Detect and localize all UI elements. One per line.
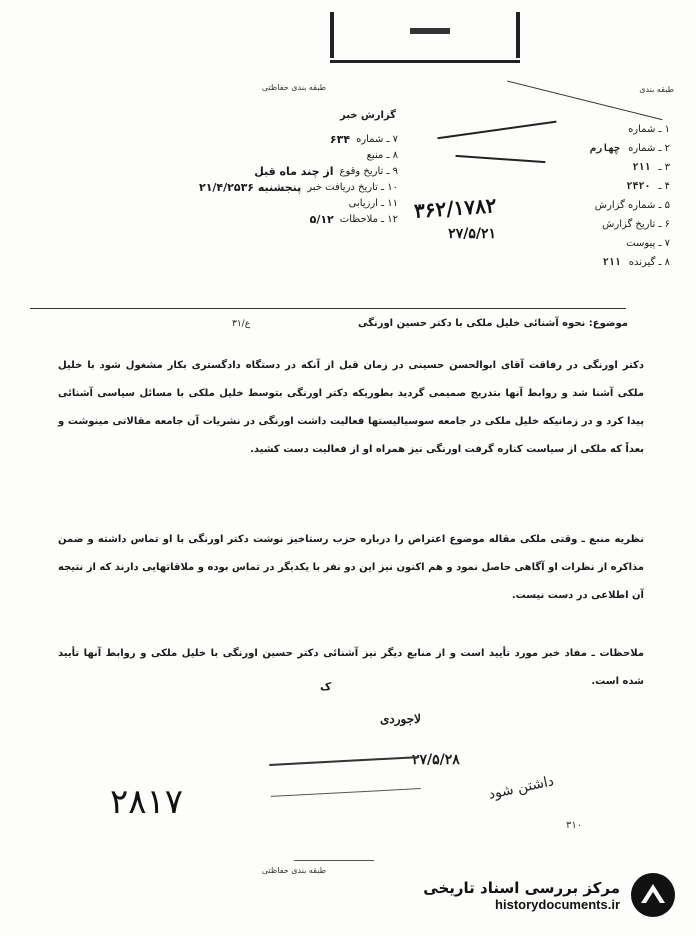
subject-line: موضوع: نحوه آشنائی خلیل ملکی با دکتر حسین اورنگی [358,318,628,329]
meta-row: ۵ ـ شماره گزارش [594,200,670,211]
meta-row: ۱۰ ـ تاریخ دریافت خبر پنجشنبه ۲۱/۴/۲۵۳۶ [198,181,398,194]
meta-row: ۸ ـ گیرنده ۲۱۱ [602,257,670,268]
meta-row: ۸ ـ منبع [366,150,398,161]
meta-row: ۱۲ ـ ملاحظات ۵/۱۲ [309,213,398,226]
right-classification: طبقه بندی [639,85,674,94]
bottom-classification: طبقه بندی حفاظتی [261,866,326,875]
meta-row: ۹ ـ تاریخ وقوع از چند ماه قبل [254,165,398,178]
top-classification: طبقه بندی حفاظتی [261,83,326,92]
report-title: گزارش خبر [339,110,396,121]
watermark [423,870,678,920]
meta-row: ۷ ـ پیوست [626,238,670,249]
watermark-url: historydocuments.ir [495,896,620,912]
body-paragraph-1: دکتر اورنگی در رفاقت آقای ابوالحسن حسینی در زمان قبل از آنکه در دستگاه دادگستری بکار مشغول شود با خلیل ملکی آشنا شد و روابط آنها بتدریج صمیمی گردید بطوریکه دکتر اورنگی بتوسط خلیل ملکی با مسائل سیاسی آشنائی پیدا کرد و در زمانیکه خلیل ملکی در جامعه سوسیالیستها فعالیت داشت اورنگی در نشریات آن جامعه مقالاتی مینوشت و بعداً که ملکی از سیاست کناره گرفت اورنگی نیز همراه او از فعالیت دست کشید. [58,360,644,455]
handwritten-archive-number: ۲۸۱۷ [110,782,184,822]
signature-date: ۲۷/۵/۲۸ [412,752,460,768]
handwritten-report-date: ۲۷/۵/۲۱ [448,226,496,242]
archive-logo-icon [628,870,678,920]
handwritten-small-mark: ۳۱۰ [566,820,583,831]
meta-row: ۷ ـ شماره ۶۳۴ [329,133,398,146]
meta-row: ۳ ـ ۲۱۱ [632,162,670,173]
section-divider [30,308,626,309]
meta-row: ۲ ـ شماره چهارم [589,143,670,154]
footer-divider [294,860,374,861]
signature-name: لاجوردی [380,712,421,726]
meta-row: ۱۱ ـ ارزیابی [348,198,398,209]
body-paragraph-2: نظریه منبع ـ وقتی ملکی مقاله موضوع اعتراض را درباره حزب رستاخیز نوشت دکتر اورنگی با او تماس داشته و ضمن مذاکره از نظرات او آگاهی حاصل نمود و هم اکنون نیز این دو نفر با یکدیگر در تماس بوده و ملاقاتهایی دارند که از نتیجه آن اطلاعی در دست نیست. [58,534,644,601]
meta-row: ۴ ـ ۲۴۲۰ [626,181,670,192]
header-handwritten-mark [330,8,520,63]
meta-row: ۱ ـ شماره [628,124,670,135]
handwritten-report-number: ۳۶۲/۱۷۸۲ [412,193,497,223]
signature-scribble [269,756,421,797]
handwritten-note: داشتن شود [487,773,556,803]
subject-code: ع/۳۱ [232,319,251,329]
watermark-title: مرکز بررسی اسناد تاریخی [423,878,620,897]
meta-row: ۶ ـ تاریخ گزارش [602,219,670,230]
signature-letter: ک [320,680,332,693]
watermark-text [423,879,620,912]
body-paragraph-3: ملاحظات ـ مفاد خبر مورد تأیید است و از منابع دیگر نیز آشنائی دکتر حسین اورنگی با خلیل ملکی و روابط آنها تأیید شده است. [58,648,644,687]
meta-left-block [98,132,398,228]
